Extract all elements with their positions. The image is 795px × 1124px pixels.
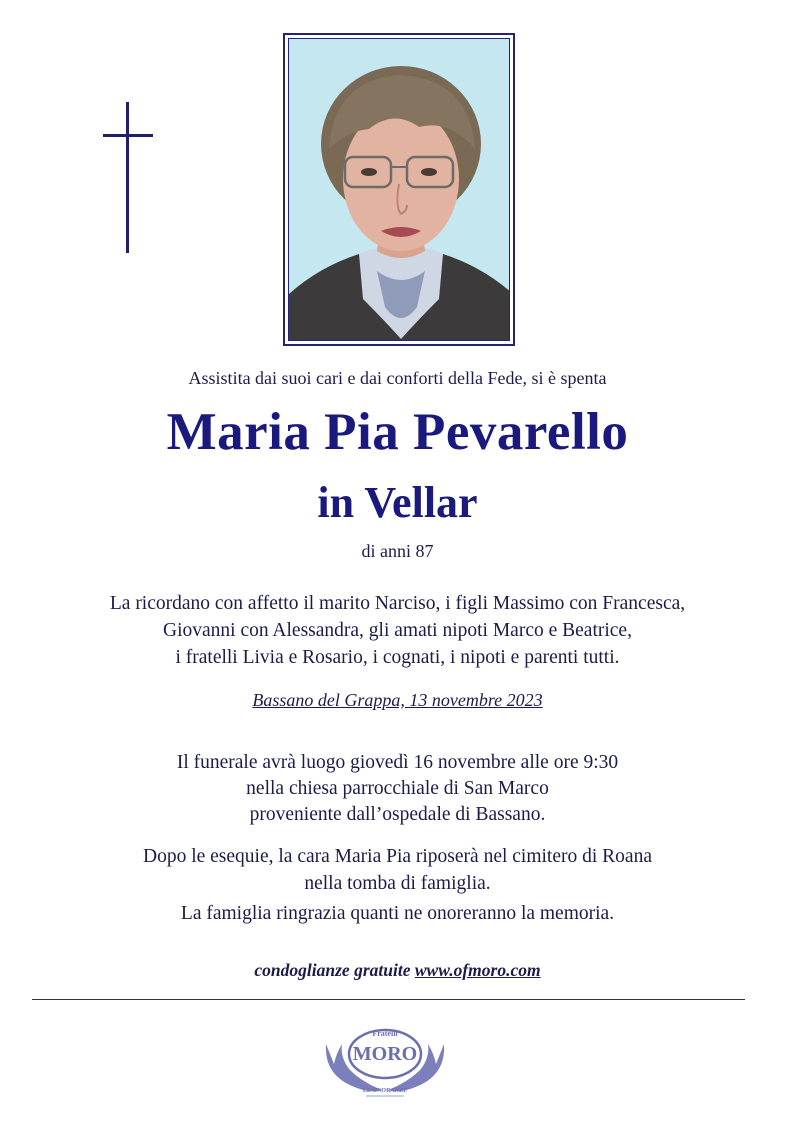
logo-bottom-text: LE ONORANZE xyxy=(362,1088,408,1094)
logo-top-text: Fratelli xyxy=(372,1029,398,1038)
mourners-line: Giovanni con Alessandra, gli amati nipoti Marco e Beatrice, xyxy=(163,620,632,641)
place-date: Bassano del Grappa, 13 novembre 2023 xyxy=(252,690,543,710)
mourners-text xyxy=(0,590,795,671)
burial-text xyxy=(0,843,795,897)
condolences-text xyxy=(0,960,795,981)
cross-icon xyxy=(126,102,129,253)
condolences-link[interactable]: www.ofmoro.com xyxy=(414,960,541,980)
funeral-line: nella chiesa parrocchiale di San Marco xyxy=(246,778,549,799)
married-name: in Vellar xyxy=(317,478,478,527)
mourners-line: La ricordano con affetto il marito Narciso, i figli Massimo con Francesca, xyxy=(109,593,686,614)
burial-line: nella tomba di famiglia. xyxy=(304,873,491,894)
thanks-text: La famiglia ringrazia quanti ne onoreranno la memoria. xyxy=(180,903,615,924)
funeral-line: Il funerale avrà luogo giovedì 16 novembre alle ore 9:30 xyxy=(176,752,619,773)
funeral-line: proveniente dall’ospedale di Bassano. xyxy=(249,804,546,825)
intro-text: Assistita dai suoi cari e dai conforti della Fede, si è spenta xyxy=(188,368,607,388)
logo-main-text: MORO xyxy=(352,1043,418,1065)
moro-logo xyxy=(322,1024,448,1100)
portrait-photo xyxy=(288,38,510,341)
portrait-frame xyxy=(283,33,515,346)
cross-icon-bar xyxy=(103,134,153,137)
divider xyxy=(32,999,745,1000)
mourners-line: i fratelli Livia e Rosario, i cognati, i nipoti e parenti tutti. xyxy=(175,647,620,668)
burial-line: Dopo le esequie, la cara Maria Pia riposerà nel cimitero di Roana xyxy=(143,846,652,867)
condolences-label: condoglianze gratuite xyxy=(254,960,411,980)
funeral-text xyxy=(0,750,795,828)
age-text: di anni 87 xyxy=(361,541,434,561)
deceased-name: Maria Pia Pevarello xyxy=(166,403,629,461)
